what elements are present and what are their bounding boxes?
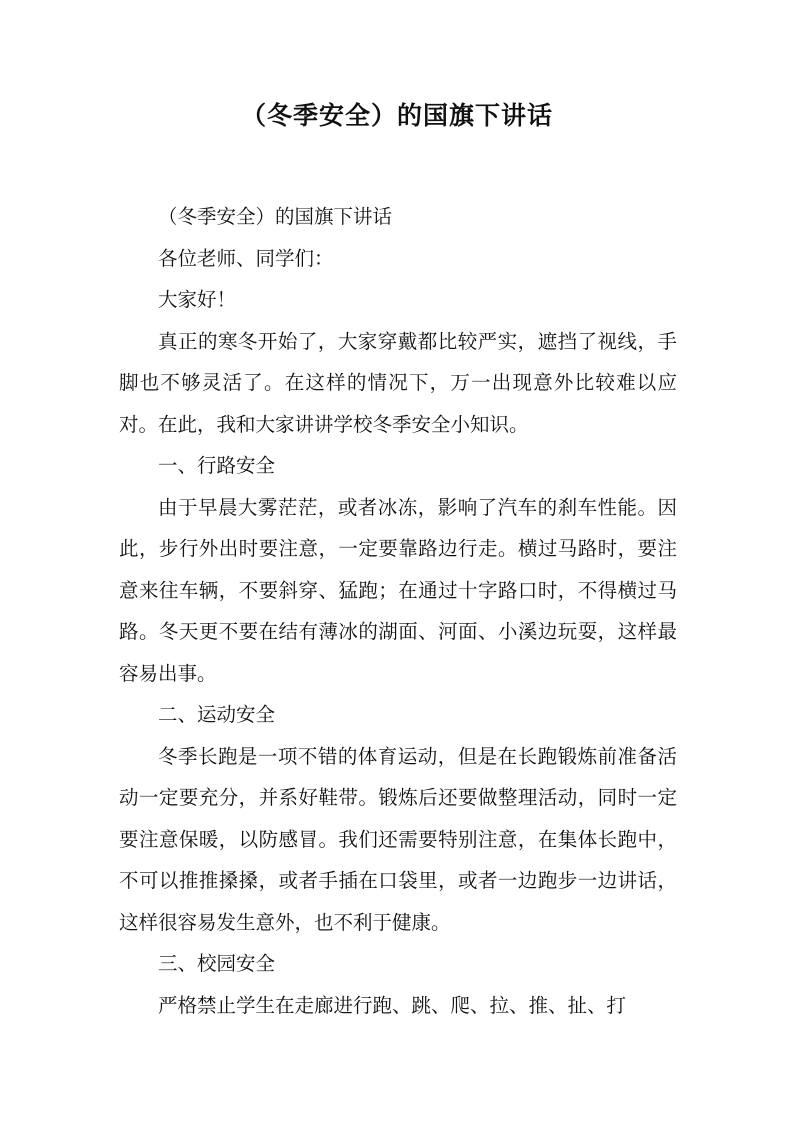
- paragraph-campus-safety: 严格禁止学生在走廊进行跑、跳、爬、拉、推、扯、打: [158, 993, 627, 1017]
- section-heading-campus-safety: 三、校园安全: [158, 952, 276, 975]
- paragraph-greeting: 大家好！: [158, 288, 237, 311]
- paragraph-subtitle: （冬季安全）的国旗下讲话: [158, 205, 393, 228]
- paragraph-intro: 真正的寒冬开始了，大家穿戴都比较严实，遮挡了视线，手脚也不够灵活了。在这样的情况下，万一出现意外比较难以应对。在此，我和大家讲讲学校冬季安全小知识。: [119, 329, 677, 436]
- paragraph-road-safety: 由于早晨大雾茫茫，或者冰冻，影响了汽车的刹车性能。因此，步行外出时要注意，一定要靠路边行走。横过马路时，要注意来往车辆，不要斜穿、猛跑；在通过十字路口时，不得横过马路。冬天更不要在结有薄冰的湖面、河面、小溪边玩耍，这样最容易出事。: [119, 495, 677, 685]
- document-title: （冬季安全）的国旗下讲话: [240, 101, 553, 130]
- section-heading-road-safety: 一、行路安全: [158, 454, 276, 477]
- paragraph-salutation: 各位老师、同学们：: [158, 246, 334, 270]
- paragraph-sports-safety: 冬季长跑是一项不错的体育运动，但是在长跑锻炼前准备活动一定要充分，并系好鞋带。锻炼后还要做整理活动，同时一定要注意保暖，以防感冒。我们还需要特别注意，在集体长跑中，不可以推推搡搡，或者手插在口袋里，或者一边跑步一边讲话，这样很容易发生意外，也不利于健康。: [119, 744, 677, 934]
- section-heading-sports-safety: 二、运动安全: [158, 703, 276, 726]
- document-body: [119, 196, 677, 1026]
